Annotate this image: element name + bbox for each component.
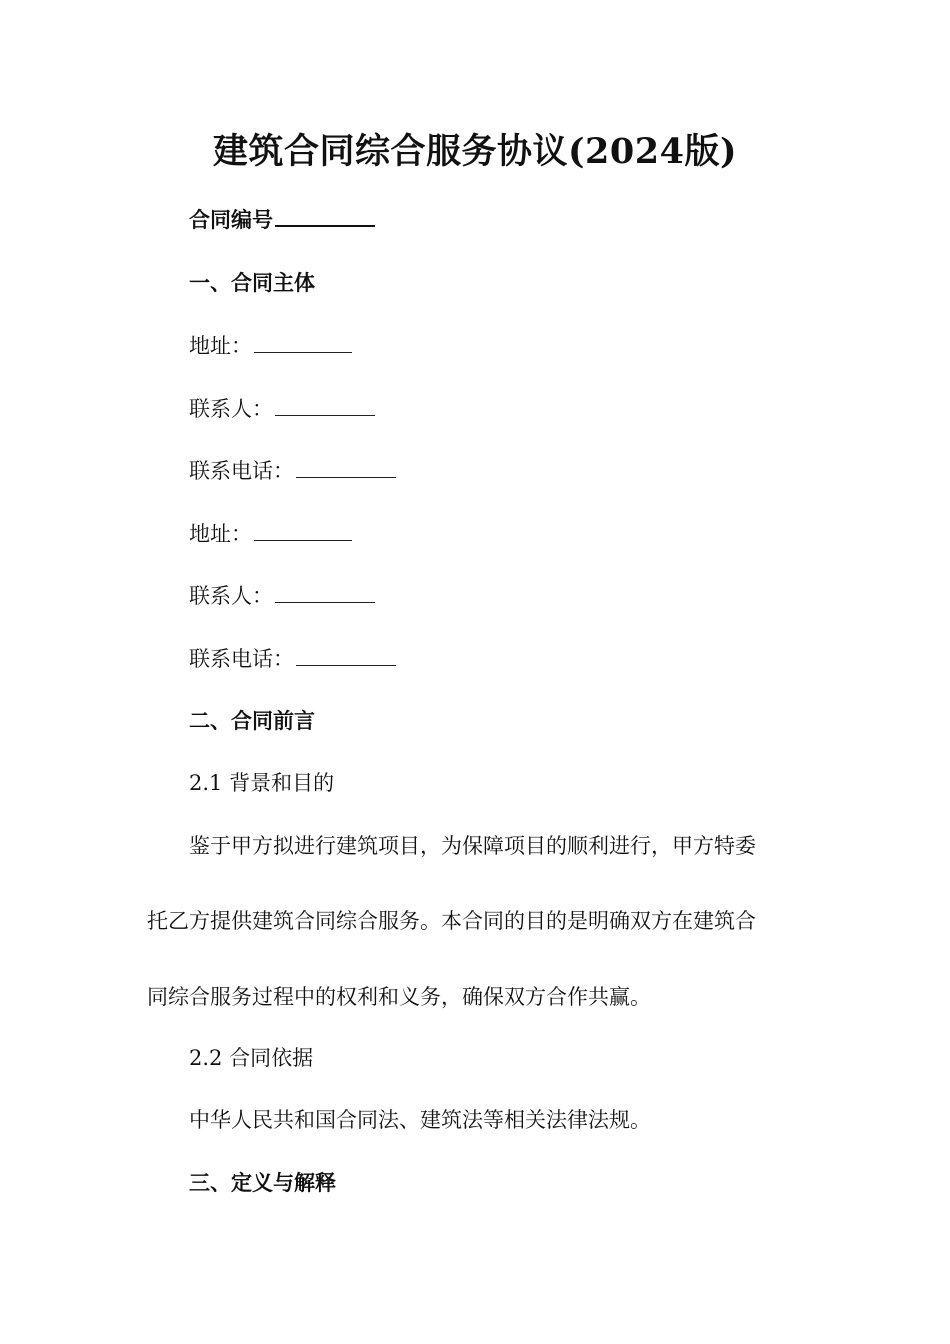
- contact-person-blank[interactable]: [275, 584, 375, 603]
- contact-phone-line-2: [189, 644, 396, 674]
- paragraph-2-1-line-2: 托乙方提供建筑合同综合服务。本合同的目的是明确双方在建筑合: [147, 909, 756, 933]
- contact-person-blank[interactable]: [275, 397, 375, 416]
- address-blank[interactable]: [254, 522, 352, 541]
- section-2-heading: 二、合同前言: [189, 708, 315, 733]
- contract-number-line: [189, 205, 375, 235]
- document-title: 建筑合同综合服务协议(2024版): [212, 131, 738, 172]
- address-blank[interactable]: [254, 334, 352, 353]
- subsection-2-2-heading: 2.2 合同依据: [189, 1046, 314, 1070]
- address-line-2: [189, 519, 352, 549]
- address-label: 地址：: [189, 522, 252, 546]
- paragraph-2-1-line-3: 同综合服务过程中的权利和义务，确保双方合作共赢。: [147, 985, 651, 1009]
- contact-phone-blank[interactable]: [296, 459, 396, 478]
- contact-person-line-2: [189, 581, 375, 611]
- contract-number-label: 合同编号: [189, 207, 273, 232]
- section-3-heading: 三、定义与解释: [189, 1170, 336, 1195]
- contact-person-label: 联系人：: [189, 584, 273, 608]
- contact-phone-label: 联系电话：: [189, 459, 294, 483]
- contract-number-blank[interactable]: [275, 207, 375, 227]
- contact-person-line-1: [189, 394, 375, 424]
- address-line-1: [189, 331, 352, 361]
- paragraph-2-1-line-1: 鉴于甲方拟进行建筑项目，为保障项目的顺利进行，甲方特委: [189, 834, 756, 858]
- section-1-heading: 一、合同主体: [189, 270, 315, 295]
- contact-phone-blank[interactable]: [296, 647, 396, 666]
- contact-phone-line-1: [189, 456, 396, 486]
- subsection-2-1-heading: 2.1 背景和目的: [189, 771, 335, 795]
- contact-person-label: 联系人：: [189, 397, 273, 421]
- paragraph-2-2: 中华人民共和国合同法、建筑法等相关法律法规。: [189, 1108, 651, 1132]
- address-label: 地址：: [189, 334, 252, 358]
- contact-phone-label: 联系电话：: [189, 647, 294, 671]
